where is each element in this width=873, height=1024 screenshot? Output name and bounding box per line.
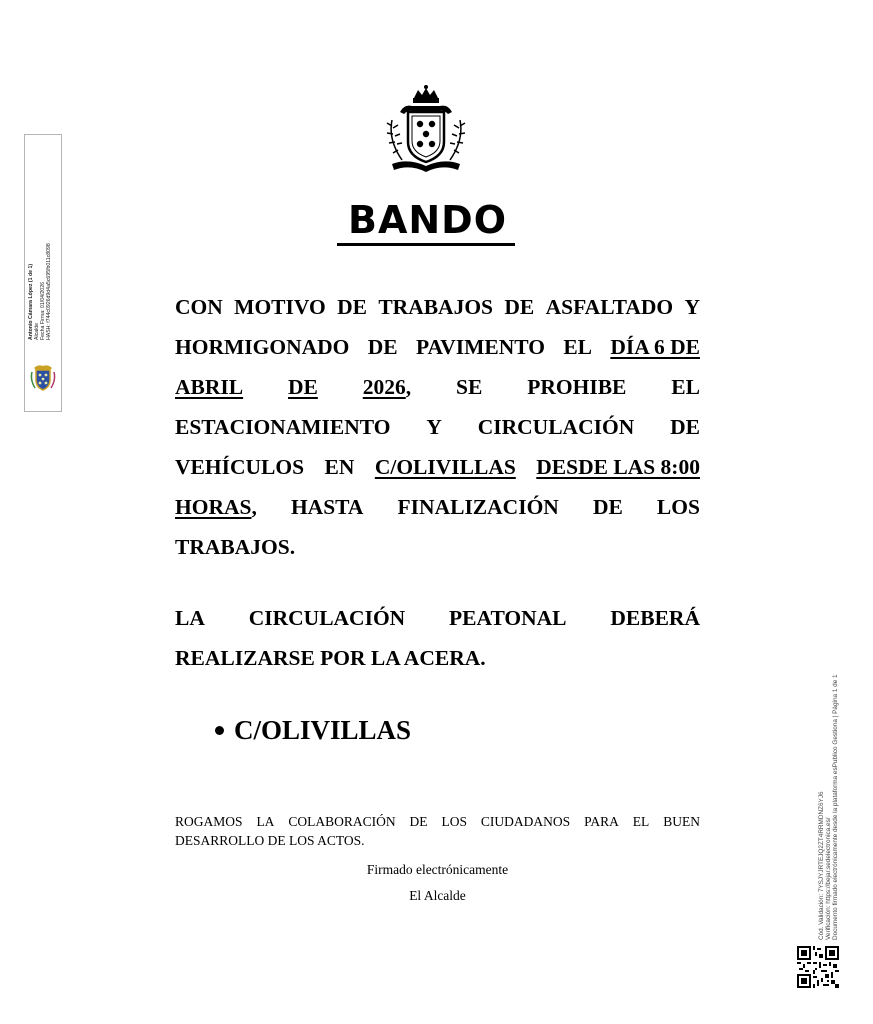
date-underlined: ABRIL [175, 375, 244, 399]
closing-paragraph [175, 812, 700, 850]
word: ROGAMOS [175, 814, 243, 829]
word: Y [426, 415, 442, 439]
word: EL [632, 814, 650, 829]
signature-hash: HASH: f744c0926d9d4a5c695fb011c8098 [46, 243, 52, 340]
word: DE [592, 495, 623, 519]
line-text: REALIZARSE POR LA ACERA. [175, 646, 486, 670]
signer-name: Antonio Cámara López (1 de 1) [28, 263, 34, 340]
notice-line [175, 327, 700, 367]
notice-line [175, 527, 700, 567]
word: SE [456, 375, 483, 399]
word: DE [367, 335, 398, 359]
signed-electronically-label: Firmado electrónicamente [366, 862, 509, 877]
verification-text [818, 674, 839, 940]
word: EL [671, 375, 700, 399]
word: TRABAJOS. [175, 535, 296, 559]
word: LA [175, 606, 205, 630]
main-notice-paragraph [175, 287, 700, 567]
pedestrian-notice-paragraph [175, 598, 700, 678]
line-text: DESARROLLO DE LOS ACTOS. [175, 833, 365, 848]
word: Y [684, 295, 700, 319]
word: CON [175, 295, 223, 319]
verification-url[interactable]: Verificación: https://bejar.sedelectronica.es/ [825, 817, 832, 940]
word: PEATONAL [449, 606, 567, 630]
date-underlined: DE [288, 375, 318, 399]
document-title: BANDO [347, 198, 508, 242]
street-underlined: C/OLIVILLAS [374, 455, 516, 479]
notice-line [175, 287, 700, 327]
word: PAVIMENTO [415, 335, 545, 359]
notice-line [175, 447, 700, 487]
word: HASTA [290, 495, 364, 519]
qr-code-icon[interactable] [797, 946, 839, 988]
word: PROHIBE [527, 375, 627, 399]
affected-street-list-item [215, 710, 411, 750]
word: EN [324, 455, 355, 479]
title-underline [337, 243, 515, 246]
word: CIUDADANOS [480, 814, 571, 829]
word: LOS [656, 495, 700, 519]
word: VEHÍCULOS [175, 455, 305, 479]
closing-line [175, 812, 700, 831]
street-name: C/OLIVILLAS [234, 715, 412, 745]
validation-code: Cód. Validación: 7YSJYJRTEJQ2ZT4RRMDNZ6YJ6 [818, 791, 825, 940]
word: DE [337, 295, 367, 319]
word: MOTIVO [234, 295, 326, 319]
word: ESTACIONAMIENTO [175, 415, 391, 439]
notice-line [175, 407, 700, 447]
platform-note: Documento firmado electrónicamente desde la plataforma esPublico Gestiona | Página 1 de 1 [832, 674, 839, 940]
word: PARA [584, 814, 619, 829]
word: DE [409, 814, 428, 829]
notice-line [175, 598, 700, 638]
word: FINALIZACIÓN [397, 495, 559, 519]
word: COLABORACIÓN [288, 814, 396, 829]
notice-line [175, 487, 700, 527]
word: TRABAJOS [378, 295, 494, 319]
word: DEBERÁ [610, 606, 700, 630]
closing-line [175, 831, 700, 850]
word: LOS [441, 814, 467, 829]
signature-stamp-text [28, 243, 52, 340]
word: HORMIGONADO [175, 335, 350, 359]
signature-seal-icon [30, 362, 56, 392]
word: EL [563, 335, 593, 359]
date-underlined: DÍA 6 DE [610, 335, 700, 359]
word: DE [504, 295, 535, 319]
coat-of-arms-icon [378, 84, 474, 174]
signer-title: Alcalde [34, 322, 40, 340]
word: ASFALTADO [545, 295, 674, 319]
comma: , [405, 375, 412, 399]
date-underlined: 2026 [362, 375, 406, 399]
signer-role: El Alcalde [409, 888, 466, 903]
notice-line [175, 638, 700, 678]
signature-date: Fecha Firma: 01/04/2026 [40, 282, 46, 340]
notice-line [175, 367, 700, 407]
comma: , [251, 495, 257, 519]
word: DE [670, 415, 700, 439]
time-underlined: HORAS [175, 495, 252, 519]
word: LA [256, 814, 275, 829]
word: CIRCULACIÓN [477, 415, 635, 439]
word: CIRCULACIÓN [248, 606, 406, 630]
time-underlined: DESDE LAS 8:00 [536, 455, 700, 479]
word: BUEN [663, 814, 700, 829]
bullet-icon [215, 726, 224, 735]
